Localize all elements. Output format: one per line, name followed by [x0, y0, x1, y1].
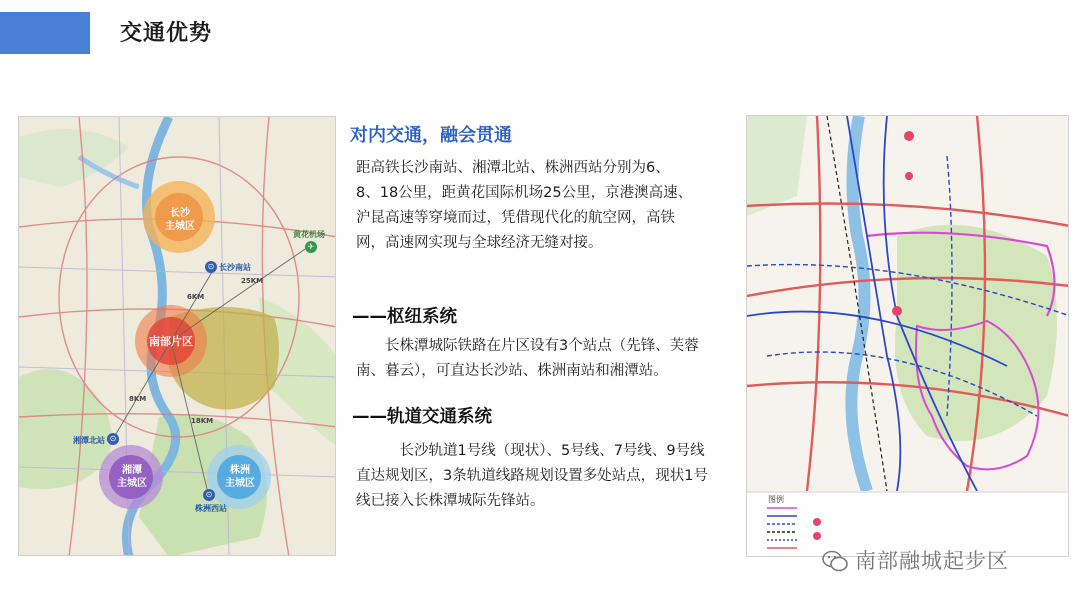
intro-line: 8、18公里，距黄花国际机场25公里，京港澳高速、 [356, 185, 693, 201]
hub-line: 长株潭城际铁路在片区设有3个站点（先锋、芙蓉 [385, 338, 699, 354]
intro-line: 沪昆高速等穿境而过，凭借现代化的航空网，高铁 [356, 210, 675, 226]
hub-system-paragraph [356, 334, 738, 384]
title-accent-bar [0, 12, 90, 54]
rail-system-paragraph [356, 439, 738, 514]
distance-label: 8KM [129, 395, 147, 403]
airport-icon: ✈ [305, 241, 317, 253]
rail-line: 线已接入长株潭城际先锋站。 [356, 493, 545, 509]
area-label-xiangtan-line1: 湘潭 [122, 465, 142, 476]
watermark-text: 南部融城起步区 [855, 549, 1009, 573]
intro-line: 网，高速网实现与全球经济无缝对接。 [356, 235, 603, 251]
station-label-airport: 黄花机场 [293, 230, 325, 239]
rail-system-heading: ——轨道交通系统 [352, 407, 492, 427]
area-label-zhuzhou [215, 464, 265, 490]
distance-label: 6KM [187, 293, 205, 301]
area-label-changsha-line2: 主城区 [165, 221, 195, 232]
area-label-zhuzhou-line1: 株洲 [230, 465, 250, 476]
station-label-changsha-south: 长沙南站 [219, 263, 251, 272]
area-label-zhuzhou-line2: 主城区 [225, 478, 255, 489]
wechat-icon [821, 549, 849, 573]
area-label-changsha [155, 207, 205, 233]
page-title: 交通优势 [120, 21, 213, 46]
station-label-xiangtan-north: 湘潭北站 [73, 436, 105, 445]
hub-system-heading: ——枢纽系统 [352, 307, 457, 327]
section-subtitle: 对内交通，融会贯通 [350, 125, 512, 146]
train-station-icon: ⊙ [205, 261, 217, 273]
legend-title: 图例 [768, 495, 784, 504]
station-label-zhuzhou-west: 株洲西站 [195, 504, 227, 513]
area-label-southern-district: 南部片区 [149, 335, 193, 348]
transit-plan-map [746, 115, 1069, 557]
regional-location-map [18, 116, 336, 556]
rail-line: 长沙轨道1号线（现状）、5号线、7号线、9号线 [399, 443, 705, 459]
area-label-changsha-line1: 长沙 [170, 208, 190, 219]
transit-map-graphic [747, 116, 1069, 557]
distance-label: 18KM [191, 417, 214, 425]
area-label-xiangtan [107, 464, 157, 490]
area-label-xiangtan-line2: 主城区 [117, 478, 147, 489]
intro-line: 距高铁长沙南站、湘潭北站、株洲西站分别为6、 [356, 160, 670, 176]
intro-paragraph [356, 156, 730, 256]
train-station-icon: ⊙ [107, 433, 119, 445]
train-station-icon: ⊙ [203, 489, 215, 501]
distance-label: 25KM [241, 277, 264, 285]
rail-line: 直达规划区，3条轨道线路规划设置多处站点，现状1号 [356, 468, 708, 484]
hub-line: 南、暮云），可直达长沙站、株洲南站和湘潭站。 [356, 363, 668, 379]
